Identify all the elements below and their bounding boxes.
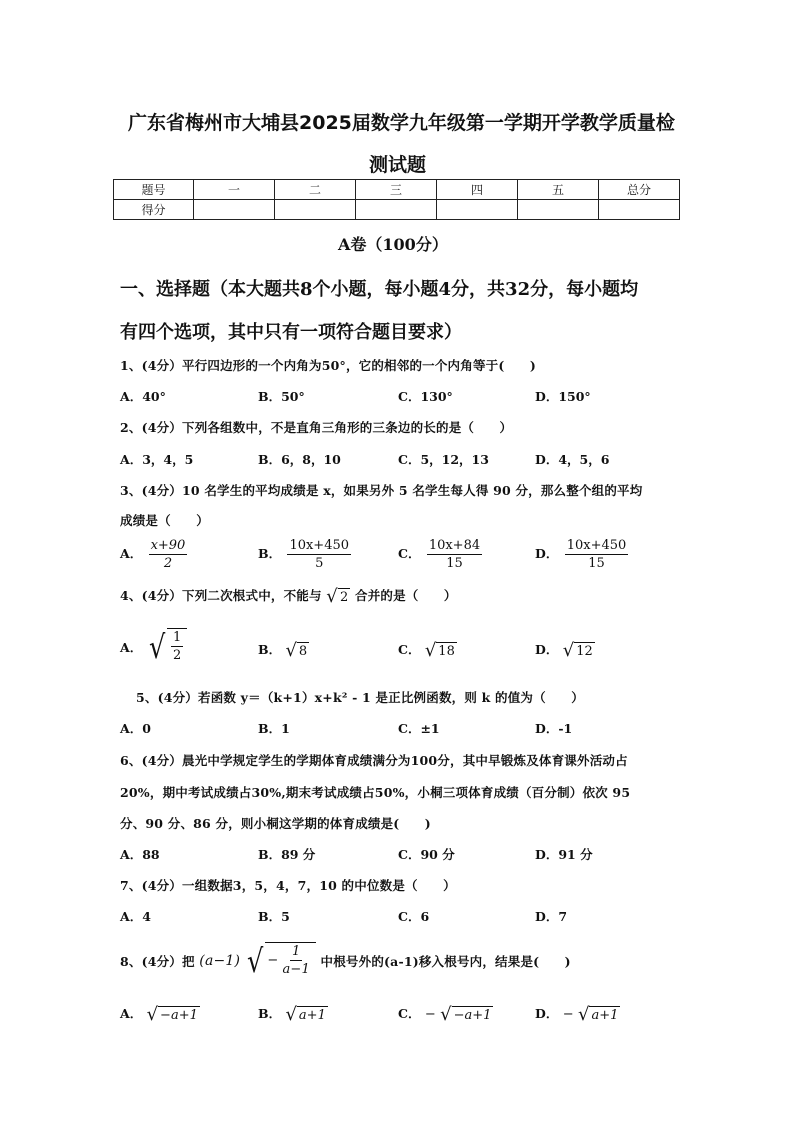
radical-sign-icon: √ [577,1003,590,1025]
q4-option-b-radicand: 8 [298,643,308,659]
score-table-cell: 三 [356,180,437,200]
page-title-line2: 测试题 [369,154,427,176]
q4-option-a [120,628,187,666]
q8-option-a-radicand: −a+1 [160,1007,198,1023]
radical-sign-icon: √ [562,639,575,661]
q8-option-d-radicand: a+1 [591,1007,619,1023]
score-table-cell: 二 [275,180,356,200]
q3-option-c-label: C． [398,546,421,561]
q8-stem-sqrt [245,942,316,980]
question-5-stem: 5、(4分）若函数 y＝（k+1）x+k² - 1 是正比例函数，则 k 的值为（ ） [136,690,584,705]
score-table-cell: 一 [194,180,275,200]
q3-option-d-numerator: 10x+450 [566,538,627,553]
q3-option-d-denominator: 15 [588,556,605,571]
q8-stem-numerator: 1 [291,944,301,959]
q3-option-a-fraction [149,537,188,572]
q1-option-c: C．130° [398,389,453,404]
score-table-empty-cell [518,200,599,220]
q3-option-d-fraction [565,537,629,572]
score-table [113,179,680,220]
q4-option-a-label: A． [120,640,143,655]
score-table-cell: 总分 [599,180,680,200]
q7-option-a: A．4 [120,909,151,924]
q8-stem-denominator: a−1 [282,962,310,977]
section-heading-line2: 有四个选项，其中只有一项符合题目要求） [120,322,462,343]
q5-option-d: D．-1 [535,721,573,736]
q2-option-b: B．6，8，10 [258,452,341,467]
q8-option-c [398,1004,493,1024]
q3-option-c-denominator: 15 [446,556,463,571]
q4-option-d [535,640,595,660]
q8-option-d-sign: − [562,1007,574,1022]
q8-stem-fraction [280,943,312,978]
q7-option-c: C．6 [398,909,430,924]
q4-stem-before: 4、(4分）下列二次根式中，不能与 [120,588,322,603]
q8-option-a-sqrt [146,1003,200,1025]
q4-option-c-radicand: 18 [438,643,455,659]
q4-stem-after: 合并的是（ ） [355,588,457,603]
q4-option-a-radicand [167,628,187,666]
q3-option-d-label: D． [535,546,559,561]
q8-stem-radicand [265,942,316,980]
score-table-cell: 四 [437,180,518,200]
q3-option-c-fraction [427,537,482,572]
q6-option-b: B．89 分 [258,847,316,862]
radical-sign-icon: √ [424,639,437,661]
volume-label: A卷（100分） [338,235,448,254]
q8-option-b-sqrt [285,1003,327,1025]
radical-sign-icon: √ [285,1003,297,1025]
q8-option-a [120,1004,200,1024]
score-table-empty-cell [437,200,518,220]
q4-option-d-radicand: 12 [576,643,593,659]
question-6-stem-line3: 分、90 分、86 分，则小桐这学期的体育成绩是( ) [120,816,431,831]
q3-option-b [258,537,353,572]
radical-sign-icon: √ [146,1003,159,1025]
q2-option-c: C．5，12，13 [398,452,489,467]
q3-option-a-numerator: x+90 [150,538,186,553]
q4-option-a-denominator: 2 [172,648,182,663]
question-6-stem-line1: 6、(4分）晨光中学规定学生的学期体育成绩满分为100分，其中早锻炼及体育课外活动占 [120,753,628,768]
q8-option-b-radicand: a+1 [298,1007,326,1023]
question-8-stem [120,942,571,980]
q3-option-b-fraction [287,537,351,572]
q8-option-c-sqrt [440,1003,493,1025]
score-table-score-row [114,200,680,220]
q1-option-d: D．150° [535,389,591,404]
q4-option-c-sqrt [424,639,457,661]
question-4-stem [120,586,457,606]
q8-stem-after: 中根号外的(a-1)移入根号内，结果是( ) [320,954,571,969]
q5-option-c: C．±1 [398,721,440,736]
q8-option-c-sign: − [424,1007,436,1022]
score-table-header-row [114,180,680,200]
q1-option-b: B．50° [258,389,305,404]
radical-sign-icon: √ [326,585,338,607]
q3-option-c-numerator: 10x+84 [428,538,481,553]
question-1-stem: 1、(4分）平行四边形的一个内角为50°，它的相邻的一个内角等于( ) [120,358,536,373]
radical-sign-icon: √ [148,628,165,666]
q2-option-a: A．3，4，5 [120,452,194,467]
question-3-stem-line1: 3、(4分）10 名学生的平均成绩是 x，如果另外 5 名学生每人得 90 分，那么整个组的平均 [120,483,643,498]
score-table-empty-cell [356,200,437,220]
q3-option-b-denominator: 5 [315,556,324,571]
section-heading-line1: 一、选择题（本大题共8个小题，每小题4分，共32分，每小题均 [120,279,639,300]
question-2-stem: 2、(4分）下列各组数中，不是直角三角形的三条边的长的是（ ） [120,420,513,435]
q4-stem-radicand: 2 [339,589,349,605]
q8-option-c-radicand: −a+1 [453,1007,492,1023]
score-table-empty-cell [599,200,680,220]
q4-option-a-numerator: 1 [172,630,182,645]
q8-option-c-label: C． [398,1006,421,1021]
q6-option-a: A．88 [120,847,160,862]
q8-option-d-sqrt [577,1003,620,1025]
q3-option-c [398,537,484,572]
q3-option-a-label: A． [120,546,143,561]
q4-option-c [398,640,457,660]
q4-option-a-sqrt [147,628,188,666]
q8-option-d-label: D． [535,1006,559,1021]
q3-option-b-numerator: 10x+450 [289,538,350,553]
score-table-empty-cell [275,200,356,220]
q1-option-a: A．40° [120,389,166,404]
q8-option-b [258,1004,328,1024]
q4-stem-sqrt [326,585,350,607]
q8-option-d [535,1004,620,1024]
q4-option-d-label: D． [535,642,559,657]
q8-factor: (a−1) [199,953,241,969]
q8-option-a-label: A． [120,1006,143,1021]
score-table-empty-cell [194,200,275,220]
score-table-cell: 得分 [114,200,194,220]
q4-option-b [258,640,309,660]
question-3-stem-line2: 成绩是（ ） [120,513,209,528]
q3-option-b-label: B． [258,546,282,561]
q4-option-d-sqrt [562,639,595,661]
q2-option-d: D．4，5，6 [535,452,610,467]
radical-sign-icon: √ [440,1003,452,1025]
q7-option-b: B．5 [258,909,290,924]
q8-stem-before: 8、(4分）把 [120,954,195,969]
question-6-stem-line2: 20%，期中考试成绩占30%,期末考试成绩占50%，小桐三项体育成绩（百分制）依次 95 [120,785,631,800]
q7-option-d: D．7 [535,909,568,924]
q4-option-b-sqrt [285,639,309,661]
q4-option-a-fraction [171,629,183,664]
q3-option-d [535,537,630,572]
score-table-cell: 五 [518,180,599,200]
q3-option-a [120,537,189,572]
q4-option-b-label: B． [258,642,282,657]
q8-option-b-label: B． [258,1006,282,1021]
question-7-stem: 7、(4分）一组数据3，5，4，7，10 的中位数是（ ） [120,878,456,893]
q8-stem-minus: − [267,953,279,968]
radical-sign-icon: √ [285,639,297,661]
radical-sign-icon: √ [246,942,264,980]
page-title-line1: 广东省梅州市大埔县2025届数学九年级第一学期开学教学质量检 [128,112,675,134]
q3-option-a-denominator: 2 [163,556,173,571]
q5-option-a: A．0 [120,721,151,736]
q5-option-b: B．1 [258,721,290,736]
q6-option-d: D．91 分 [535,847,593,862]
q4-option-c-label: C． [398,642,421,657]
score-table-cell: 题号 [114,180,194,200]
q6-option-c: C．90 分 [398,847,455,862]
